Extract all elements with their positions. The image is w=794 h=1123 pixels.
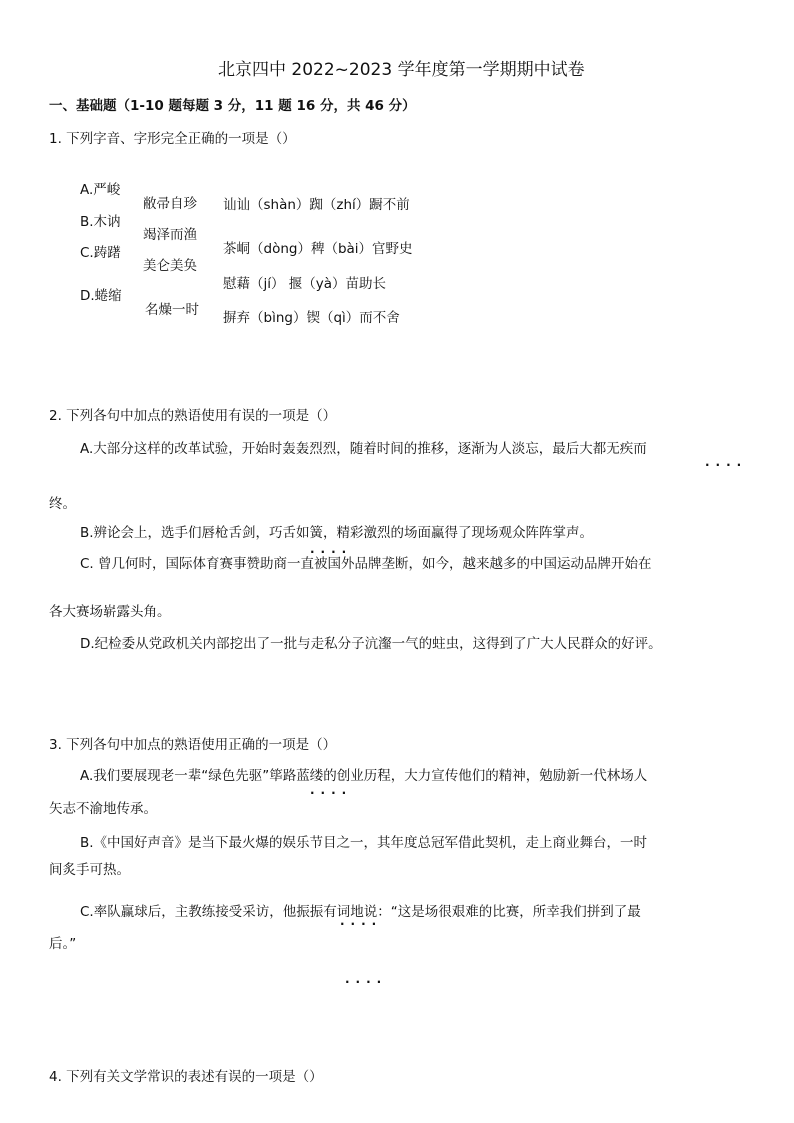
- q1-right-1: 讪讪（shàn）踟（zhí）蹰不前: [223, 197, 410, 213]
- emphasis-dots: ····: [705, 458, 748, 472]
- q3-option-b-line2: 间炙手可热。: [49, 862, 130, 878]
- q1-option-b-label: B.木讷: [80, 214, 121, 230]
- q2-stem: 2. 下列各句中加点的熟语使用有误的一项是（）: [49, 408, 337, 424]
- q1-option-a-label: A.严峻: [80, 182, 121, 198]
- q1-option-c-label: C.踌躇: [80, 245, 121, 261]
- page-title: 北京四中 2022~2023 学年度第一学期期中试卷: [218, 60, 585, 80]
- q1-option-d-label: D.蜷缩: [80, 288, 122, 304]
- emphasis-dots: ····: [340, 917, 383, 931]
- q2-option-a-line1: A.大部分这样的改革试验，开始时轰轰烈烈，随着时间的推移，逐渐为人淡忘，最后大都无疾而: [80, 441, 647, 457]
- q1-right-3: 慰藉（jí） 揠（yà）苗助长: [223, 276, 387, 292]
- q1-mid-2: 竭泽而渔: [143, 227, 197, 243]
- q2-option-c-line1: C. 曾几何时，国际体育赛事赞助商一直被国外品牌垄断，如今，越来越多的中国运动品牌开始在: [80, 556, 652, 572]
- q4-stem: 4. 下列有关文学常识的表述有误的一项是（）: [49, 1069, 323, 1085]
- q2-option-c-line2: 各大赛场崭露头角。: [49, 604, 171, 620]
- q2-option-d: D.纪检委从党政机关内部挖出了一批与走私分子沆瀣一气的蛀虫，这得到了广大人民群众的好评。: [80, 636, 662, 652]
- q1-mid-3: 美仑美奂: [143, 258, 197, 274]
- q2-option-a-line2: 终。: [49, 496, 76, 512]
- q3-option-c-line1: C.率队赢球后，主教练接受采访，他振振有词地说：“这是场很艰难的比赛，所幸我们拼到了最: [80, 904, 641, 920]
- emphasis-dots: ····: [310, 786, 353, 800]
- q2-option-b: B.辨论会上，选手们唇枪舌剑，巧舌如簧，精彩激烈的场面赢得了现场观众阵阵掌声。: [80, 525, 594, 541]
- q1-right-2: 茶峒（dòng）稗（bài）官野史: [223, 241, 413, 257]
- q3-stem: 3. 下列各句中加点的熟语使用正确的一项是（）: [49, 737, 337, 753]
- q1-stem: 1. 下列字音、字形完全正确的一项是（）: [49, 131, 296, 147]
- emphasis-dots: ····: [345, 975, 388, 989]
- q1-right-4: 摒弃（bìng）锲（qì）而不舍: [223, 310, 400, 326]
- q3-option-a-line2: 矢志不渝地传承。: [49, 801, 157, 817]
- q3-option-a-line1: A.我们要展现老一辈“绿色先驱”筚路蓝缕的创业历程，大力宣传他们的精神，勉励新一代林场人: [80, 768, 648, 784]
- q1-mid-4: 名燥一时: [145, 302, 199, 318]
- emphasis-dots: ····: [310, 545, 353, 559]
- q3-option-b-line1: B.《中国好声音》是当下最火爆的娱乐节目之一，其年度总冠军借此契机，走上商业舞台，一时: [80, 835, 648, 851]
- q3-option-c-line2: 后。”: [49, 936, 77, 952]
- section-heading: 一、基础题（1-10 题每题 3 分，11 题 16 分，共 46 分）: [49, 98, 416, 114]
- q1-mid-1: 敝帚自珍: [143, 196, 197, 212]
